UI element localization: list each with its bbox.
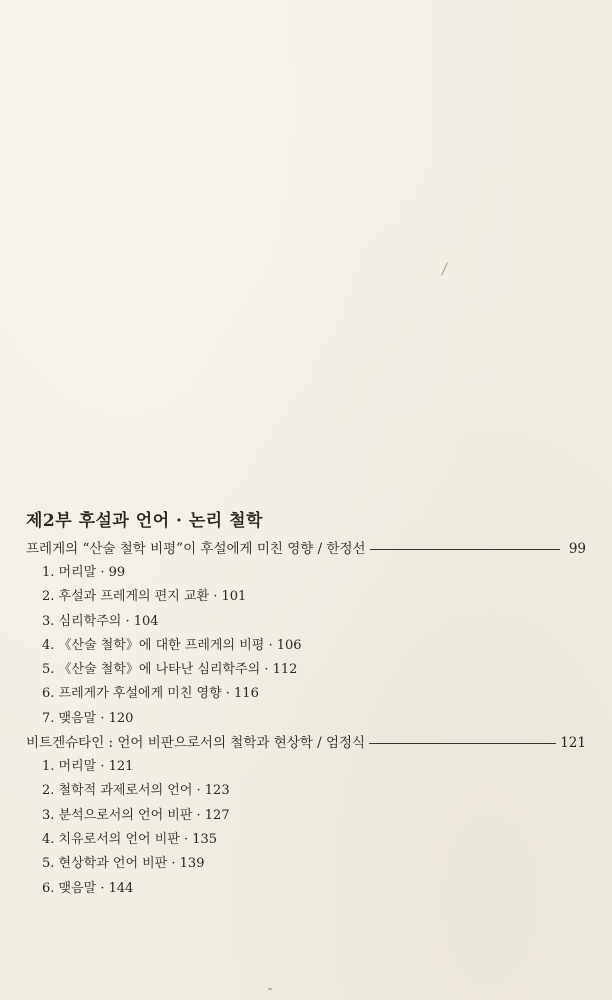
section-item: 2. 후설과 프레게의 편지 교환 · 101 xyxy=(42,589,247,605)
chapter-entry xyxy=(26,537,586,561)
section-item: 7. 맺음말 · 120 xyxy=(42,710,134,726)
dot-leader xyxy=(370,549,560,550)
dot-leader xyxy=(369,743,556,744)
section-item: 6. 프레게가 후설에게 미친 영향 · 116 xyxy=(42,686,259,702)
section-item: 6. 맺음말 · 144 xyxy=(42,880,134,896)
table-of-contents xyxy=(26,507,586,901)
section-item: 4. 치유로서의 언어 비판 · 135 xyxy=(42,831,218,847)
section-item: 5. 《산술 철학》에 나타난 심리학주의 · 112 xyxy=(42,662,298,678)
section-item: 3. 분석으로서의 언어 비판 · 127 xyxy=(42,807,230,823)
chapter-page-number: 99 xyxy=(568,541,586,557)
section-item: 1. 머리말 · 121 xyxy=(42,759,134,775)
section-item: 1. 머리말 · 99 xyxy=(42,565,126,580)
chapter-page-number: 121 xyxy=(560,735,586,752)
chapter-entry xyxy=(26,731,586,755)
pencil-mark xyxy=(441,262,448,275)
paper-speck xyxy=(268,988,272,990)
part-title: 제2부 후설과 언어 · 논리 철학 xyxy=(26,511,263,531)
section-item: 3. 심리학주의 · 104 xyxy=(42,613,159,629)
section-item: 4. 《산술 철학》에 대한 프레게의 비평 · 106 xyxy=(42,637,302,653)
chapter-title: 비트겐슈타인 : 언어 비판으로서의 철학과 현상학 / 엄정식 xyxy=(26,735,366,752)
section-item: 2. 철학적 과제로서의 언어 · 123 xyxy=(42,783,230,799)
section-item: 5. 현상학과 언어 비판 · 139 xyxy=(42,856,205,872)
chapter-title: 프레게의 “산술 철학 비평”이 후설에게 미친 영향 / 한정선 xyxy=(26,541,366,557)
